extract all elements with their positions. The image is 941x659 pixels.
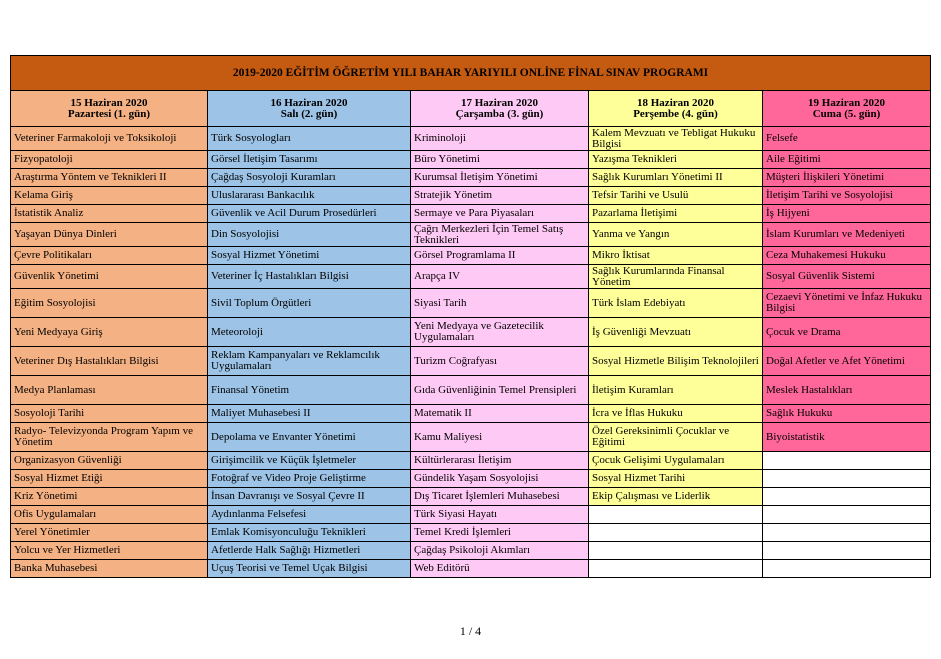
course-cell: Çağdaş Sosyoloji Kuramları xyxy=(208,169,411,187)
day-header-2 xyxy=(208,91,411,127)
day-date: 18 Haziran 2020 xyxy=(637,96,714,109)
course-cell xyxy=(763,560,931,578)
table-row xyxy=(11,423,931,452)
course-cell: Sağlık Kurumları Yönetimi II xyxy=(589,169,763,187)
course-cell: Meteoroloji xyxy=(208,318,411,347)
course-cell xyxy=(763,506,931,524)
course-cell: Uçuş Teorisi ve Temel Uçak Bilgisi xyxy=(208,560,411,578)
course-cell: Sivil Toplum Örgütleri xyxy=(208,289,411,318)
course-cell: Sağlık Hukuku xyxy=(763,405,931,423)
course-cell: Din Sosyolojisi xyxy=(208,223,411,247)
course-cell: Reklam Kampanyaları ve Reklamcılık Uygulamaları xyxy=(208,347,411,376)
course-cell xyxy=(763,470,931,488)
table-row xyxy=(11,127,931,151)
course-cell xyxy=(763,452,931,470)
course-cell: Yolcu ve Yer Hizmetleri xyxy=(11,542,208,560)
table-row xyxy=(11,265,931,289)
course-cell: Siyasi Tarih xyxy=(411,289,589,318)
course-cell xyxy=(763,542,931,560)
day-name: Çarşamba (3. gün) xyxy=(455,107,544,120)
day-date: 15 Haziran 2020 xyxy=(70,96,148,109)
course-cell: Yeni Medyaya Giriş xyxy=(11,318,208,347)
table-row xyxy=(11,405,931,423)
course-cell: Gündelik Yaşam Sosyolojisi xyxy=(411,470,589,488)
course-cell: Türk İslam Edebiyatı xyxy=(589,289,763,318)
course-cell: Eğitim Sosyolojisi xyxy=(11,289,208,318)
course-cell: Aydınlanma Felsefesi xyxy=(208,506,411,524)
course-cell xyxy=(589,506,763,524)
course-cell: Temel Kredi İşlemleri xyxy=(411,524,589,542)
course-cell xyxy=(589,560,763,578)
day-header-4 xyxy=(589,91,763,127)
course-cell: Kalem Mevzuatı ve Tebligat Hukuku Bilgisi xyxy=(589,127,763,151)
course-cell: Matematik II xyxy=(411,405,589,423)
course-cell: Çocuk ve Drama xyxy=(763,318,931,347)
table-row xyxy=(11,318,931,347)
course-cell: Finansal Yönetim xyxy=(208,376,411,405)
table-row xyxy=(11,247,931,265)
course-cell: Ceza Muhakemesi Hukuku xyxy=(763,247,931,265)
course-cell: Sosyal Hizmetle Bilişim Teknolojileri xyxy=(589,347,763,376)
course-cell: Turizm Coğrafyası xyxy=(411,347,589,376)
day-header-3 xyxy=(411,91,589,127)
course-cell: Sosyal Hizmet Etiği xyxy=(11,470,208,488)
course-cell: Kelama Giriş xyxy=(11,187,208,205)
exam-schedule-table xyxy=(10,55,931,578)
course-cell: Çocuk Gelişimi Uygulamaları xyxy=(589,452,763,470)
course-cell: Büro Yönetimi xyxy=(411,151,589,169)
course-cell: Emlak Komisyonculuğu Teknikleri xyxy=(208,524,411,542)
course-cell: Kurumsal İletişim Yönetimi xyxy=(411,169,589,187)
table-row xyxy=(11,542,931,560)
course-cell: Müşteri İlişkileri Yönetimi xyxy=(763,169,931,187)
table-row xyxy=(11,524,931,542)
day-name: Cuma (5. gün) xyxy=(812,107,881,120)
course-cell: Veteriner Farmakoloji ve Toksikoloji xyxy=(11,127,208,151)
course-cell: Yazışma Teknikleri xyxy=(589,151,763,169)
course-cell: Türk Siyasi Hayatı xyxy=(411,506,589,524)
course-cell: Medya Planlaması xyxy=(11,376,208,405)
course-cell: Güvenlik ve Acil Durum Prosedürleri xyxy=(208,205,411,223)
course-cell: Maliyet Muhasebesi II xyxy=(208,405,411,423)
table-row xyxy=(11,169,931,187)
course-cell: Kriz Yönetimi xyxy=(11,488,208,506)
course-cell: Depolama ve Envanter Yönetimi xyxy=(208,423,411,452)
schedule-body xyxy=(11,127,931,578)
course-cell: Türk Sosyologları xyxy=(208,127,411,151)
table-row xyxy=(11,376,931,405)
course-cell: Mikro İktisat xyxy=(589,247,763,265)
course-cell: İletişim Tarihi ve Sosyolojisi xyxy=(763,187,931,205)
course-cell: Veteriner Dış Hastalıkları Bilgisi xyxy=(11,347,208,376)
course-cell: Kriminoloji xyxy=(411,127,589,151)
day-name: Pazartesi (1. gün) xyxy=(67,107,151,120)
course-cell: Fotoğraf ve Video Proje Geliştirme xyxy=(208,470,411,488)
course-cell: Dış Ticaret İşlemleri Muhasebesi xyxy=(411,488,589,506)
course-cell: İstatistik Analiz xyxy=(11,205,208,223)
day-header-5 xyxy=(763,91,931,127)
course-cell: Görsel İletişim Tasarımı xyxy=(208,151,411,169)
course-cell: Fizyopatoloji xyxy=(11,151,208,169)
course-cell: İnsan Davranışı ve Sosyal Çevre II xyxy=(208,488,411,506)
course-cell: Yanma ve Yangın xyxy=(589,223,763,247)
course-cell: İş Güvenliği Mevzuatı xyxy=(589,318,763,347)
course-cell: İletişim Kuramları xyxy=(589,376,763,405)
course-cell xyxy=(589,542,763,560)
course-cell: Çağrı Merkezleri İçin Temel Satış Teknikleri xyxy=(411,223,589,247)
day-header-1 xyxy=(11,91,208,127)
course-cell: İş Hijyeni xyxy=(763,205,931,223)
table-row xyxy=(11,506,931,524)
course-cell: Gıda Güvenliğinin Temel Prensipleri xyxy=(411,376,589,405)
course-cell xyxy=(763,488,931,506)
course-cell: Araştırma Yöntem ve Teknikleri II xyxy=(11,169,208,187)
day-name: Perşembe (4. gün) xyxy=(633,107,718,120)
table-row xyxy=(11,347,931,376)
course-cell: Arapça IV xyxy=(411,265,589,289)
course-cell: Yeni Medyaya ve Gazetecilik Uygulamaları xyxy=(411,318,589,347)
course-cell: Kamu Maliyesi xyxy=(411,423,589,452)
course-cell: Görsel Programlama II xyxy=(411,247,589,265)
course-cell: Yaşayan Dünya Dinleri xyxy=(11,223,208,247)
schedule-header xyxy=(11,56,931,127)
course-cell: Yerel Yönetimler xyxy=(11,524,208,542)
table-row xyxy=(11,560,931,578)
course-cell: Ekip Çalışması ve Liderlik xyxy=(589,488,763,506)
day-date: 17 Haziran 2020 xyxy=(461,96,538,109)
course-cell: Sağlık Kurumlarında Finansal Yönetim xyxy=(589,265,763,289)
course-cell: Banka Muhasebesi xyxy=(11,560,208,578)
course-cell: Afetlerde Halk Sağlığı Hizmetleri xyxy=(208,542,411,560)
course-cell: Biyoistatistik xyxy=(763,423,931,452)
page-number: 1 / 4 xyxy=(459,624,482,638)
table-row xyxy=(11,187,931,205)
table-row xyxy=(11,223,931,247)
course-cell: Ofis Uygulamaları xyxy=(11,506,208,524)
course-cell: Tefsir Tarihi ve Usulü xyxy=(589,187,763,205)
table-row xyxy=(11,289,931,318)
course-cell: Sosyal Güvenlik Sistemi xyxy=(763,265,931,289)
course-cell: Girişimcilik ve Küçük İşletmeler xyxy=(208,452,411,470)
course-cell: Organizasyon Güvenliği xyxy=(11,452,208,470)
course-cell: Güvenlik Yönetimi xyxy=(11,265,208,289)
course-cell xyxy=(763,524,931,542)
table-row xyxy=(11,470,931,488)
course-cell: Kültürlerarası İletişim xyxy=(411,452,589,470)
course-cell: Sosyal Hizmet Tarihi xyxy=(589,470,763,488)
table-row xyxy=(11,452,931,470)
course-cell: Çevre Politikaları xyxy=(11,247,208,265)
table-row xyxy=(11,151,931,169)
course-cell: Doğal Afetler ve Afet Yönetimi xyxy=(763,347,931,376)
course-cell: Felsefe xyxy=(763,127,931,151)
course-cell: Uluslararası Bankacılık xyxy=(208,187,411,205)
table-row xyxy=(11,488,931,506)
course-cell: Cezaevi Yönetimi ve İnfaz Hukuku Bilgisi xyxy=(763,289,931,318)
course-cell: Veteriner İç Hastalıkları Bilgisi xyxy=(208,265,411,289)
course-cell: Meslek Hastalıkları xyxy=(763,376,931,405)
course-cell: İcra ve İflas Hukuku xyxy=(589,405,763,423)
course-cell: Özel Gereksinimli Çocuklar ve Eğitimi xyxy=(589,423,763,452)
day-date: 16 Haziran 2020 xyxy=(270,96,348,109)
course-cell: Çağdaş Psikoloji Akımları xyxy=(411,542,589,560)
course-cell: İslam Kurumları ve Medeniyeti xyxy=(763,223,931,247)
day-name: Salı (2. gün) xyxy=(280,107,338,120)
course-cell: Web Editörü xyxy=(411,560,589,578)
course-cell: Sosyal Hizmet Yönetimi xyxy=(208,247,411,265)
table-row xyxy=(11,205,931,223)
course-cell: Pazarlama İletişimi xyxy=(589,205,763,223)
course-cell: Sermaye ve Para Piyasaları xyxy=(411,205,589,223)
course-cell xyxy=(589,524,763,542)
schedule-title: 2019-2020 EĞİTİM ÖĞRETİM YILI BAHAR YARIYILI ONLİNE FİNAL SINAV PROGRAMI xyxy=(11,56,931,91)
course-cell: Radyo- Televizyonda Program Yapım ve Yönetim xyxy=(11,423,208,452)
course-cell: Stratejik Yönetim xyxy=(411,187,589,205)
course-cell: Sosyoloji Tarihi xyxy=(11,405,208,423)
day-date: 19 Haziran 2020 xyxy=(808,96,886,109)
course-cell: Aile Eğitimi xyxy=(763,151,931,169)
